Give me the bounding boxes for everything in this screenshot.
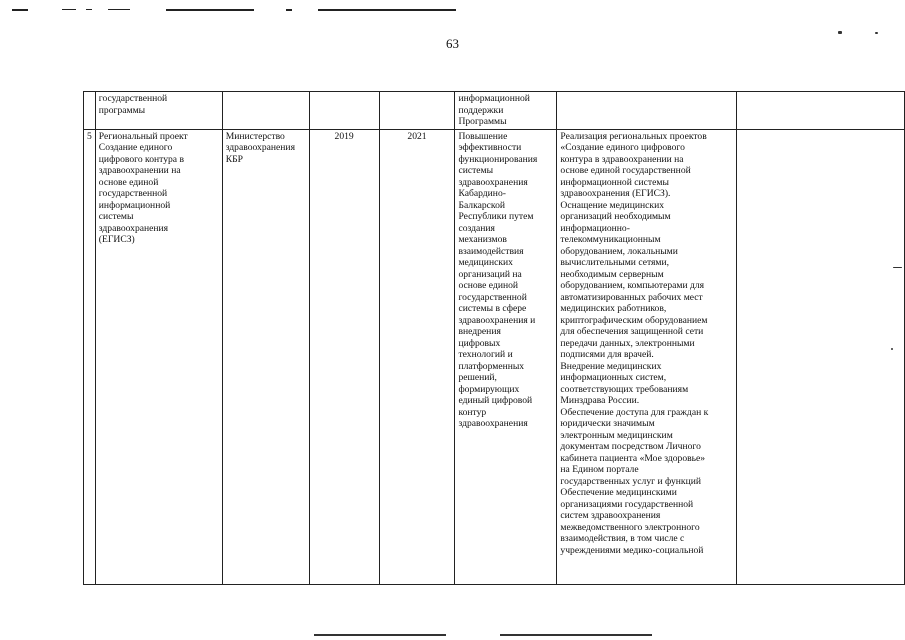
cell-result <box>737 92 905 130</box>
page-number: 63 <box>446 36 459 51</box>
start-year: 2019 <box>309 129 379 584</box>
end-year: 2021 <box>379 129 455 584</box>
header-rule-1 <box>12 9 28 11</box>
scan-speck <box>875 32 878 34</box>
project-goal: Повышение эффективности функционирования системы здравоохранения Кабардино- Балкарской Республики путем создания механизмов взаимодействия медицинских организаций на основе единой государственной системы в сфере здравоохранения и внедрения цифровых технологий и платформенных решений, формирующих единый цифровой контур здравоохранения <box>455 129 557 584</box>
header-rule-5 <box>166 9 254 11</box>
table-row-5 <box>84 129 905 584</box>
cell-executor <box>222 92 309 130</box>
scan-speck <box>838 31 842 34</box>
project-name: Региональный проект Создание единого цифрового контура в здравоохранении на основе единой государственной информационной системы здравоохранения (ЕГИСЗ) <box>95 129 222 584</box>
footer-rule-2 <box>500 634 652 636</box>
header-rule-2 <box>62 9 76 10</box>
cell-start-year <box>309 92 379 130</box>
cell-measures <box>557 92 737 130</box>
header-rule-3 <box>86 9 92 10</box>
header-rule-6 <box>286 9 292 11</box>
program-table <box>83 91 905 585</box>
cell-goal: информационной поддержки Программы <box>455 92 557 130</box>
header-rule-4 <box>108 9 130 10</box>
footer-rule-1 <box>314 634 446 636</box>
expected-result <box>737 129 905 584</box>
cell-name: государственной программы <box>95 92 222 130</box>
cell-number <box>84 92 96 130</box>
row-number: 5 <box>84 129 96 584</box>
cell-end-year <box>379 92 455 130</box>
executor: Министерство здравоохранения КБР <box>222 129 309 584</box>
project-measures: Реализация региональных проектов «Создание единого цифрового контура в здравоохранении на основе единой государственной информационной системы здравоохранения (ЕГИСЗ). Оснащение медицинских организаций необходимым информационно- телекоммуникационным оборудованием, локальными вычислительными сетями, необходимым серверным оборудованием, компьютерами для автоматизированных рабочих мест медицинских работников, криптографическим оборудованием для обеспечения защищенной сети передачи данных, электронными подписями для врачей. Внедрение медицинских информационных систем, соответствующих требованиям Минздрава России. Обеспечение доступа для граждан к юридически значимым электронным медицинским документам посредством Личного кабинета пациента «Мое здоровье» на Едином портале государственных услуг и функций Обеспечение медицинскими организациями государственной систем здравоохранения межведомственного электронного взаимодействия, в том числе с учреждениями медико-социальной <box>557 129 737 584</box>
table-row-continuation <box>84 92 905 130</box>
header-rule-7 <box>318 9 456 11</box>
